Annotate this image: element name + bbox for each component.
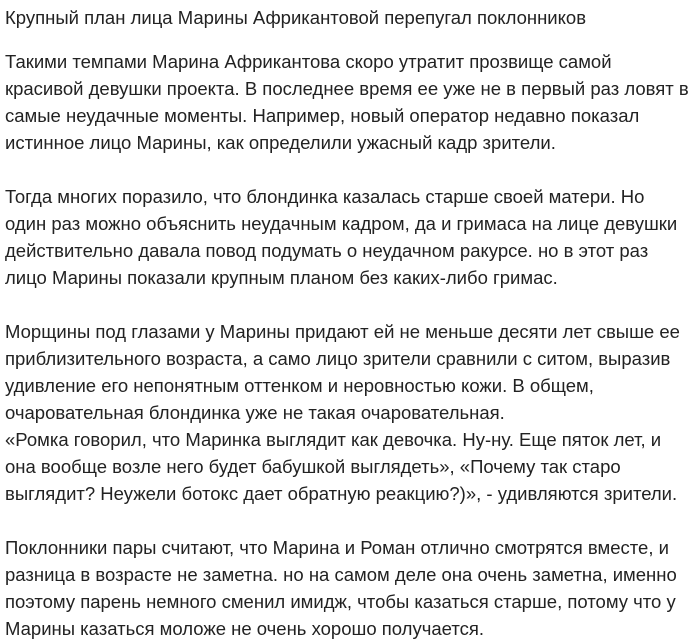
paragraph-3: Морщины под глазами у Марины придают ей не меньше десяти лет свыше ее приблизительного возраста, а само лицо зрители сравнили с ситом, выразив удивление его непонятным оттенком и неровностью кожи. В общем, очаровательная блондинка уже не такая очаровательная. <box>5 321 680 423</box>
article-title: Крупный план лица Марины Африкантовой перепугал поклонников <box>5 7 587 28</box>
paragraph-4-quote: «Ромка говорил, что Маринка выглядит как девочка. Ну-ну. Еще пяток лет, и она вообще возле него будет бабушкой выглядеть», «Почему так старо выглядит? Неужели ботокс дает обратную реакцию?)», - удивляются зрители. <box>5 429 678 504</box>
paragraph-2: Тогда многих поразило, что блондинка казалась старше своей матери. Но один раз можно объяснить неудачным кадром, да и гримаса на лице девушки действительно давала повод подумать о неудачном ракурсе. но в этот раз лицо Марины показали крупным планом без каких-либо гримас. <box>5 186 678 288</box>
paragraph-1: Такими темпами Марина Африкантова скоро утратит прозвище самой красивой девушки проекта. В последнее время ее уже не в первый раз ловят в самые неудачные моменты. Например, новый оператор недавно показал истинное лицо Марины, как определили ужасный кадр зрители. <box>5 51 689 153</box>
paragraph-5: Поклонники пары считают, что Марина и Роман отлично смотрятся вместе, и разница в возрасте не заметна. но на самом деле она очень заметна, именно поэтому парень немного сменил имидж, чтобы казаться старше, потому что у Марины казаться моложе не очень хорошо получается. <box>5 537 677 639</box>
